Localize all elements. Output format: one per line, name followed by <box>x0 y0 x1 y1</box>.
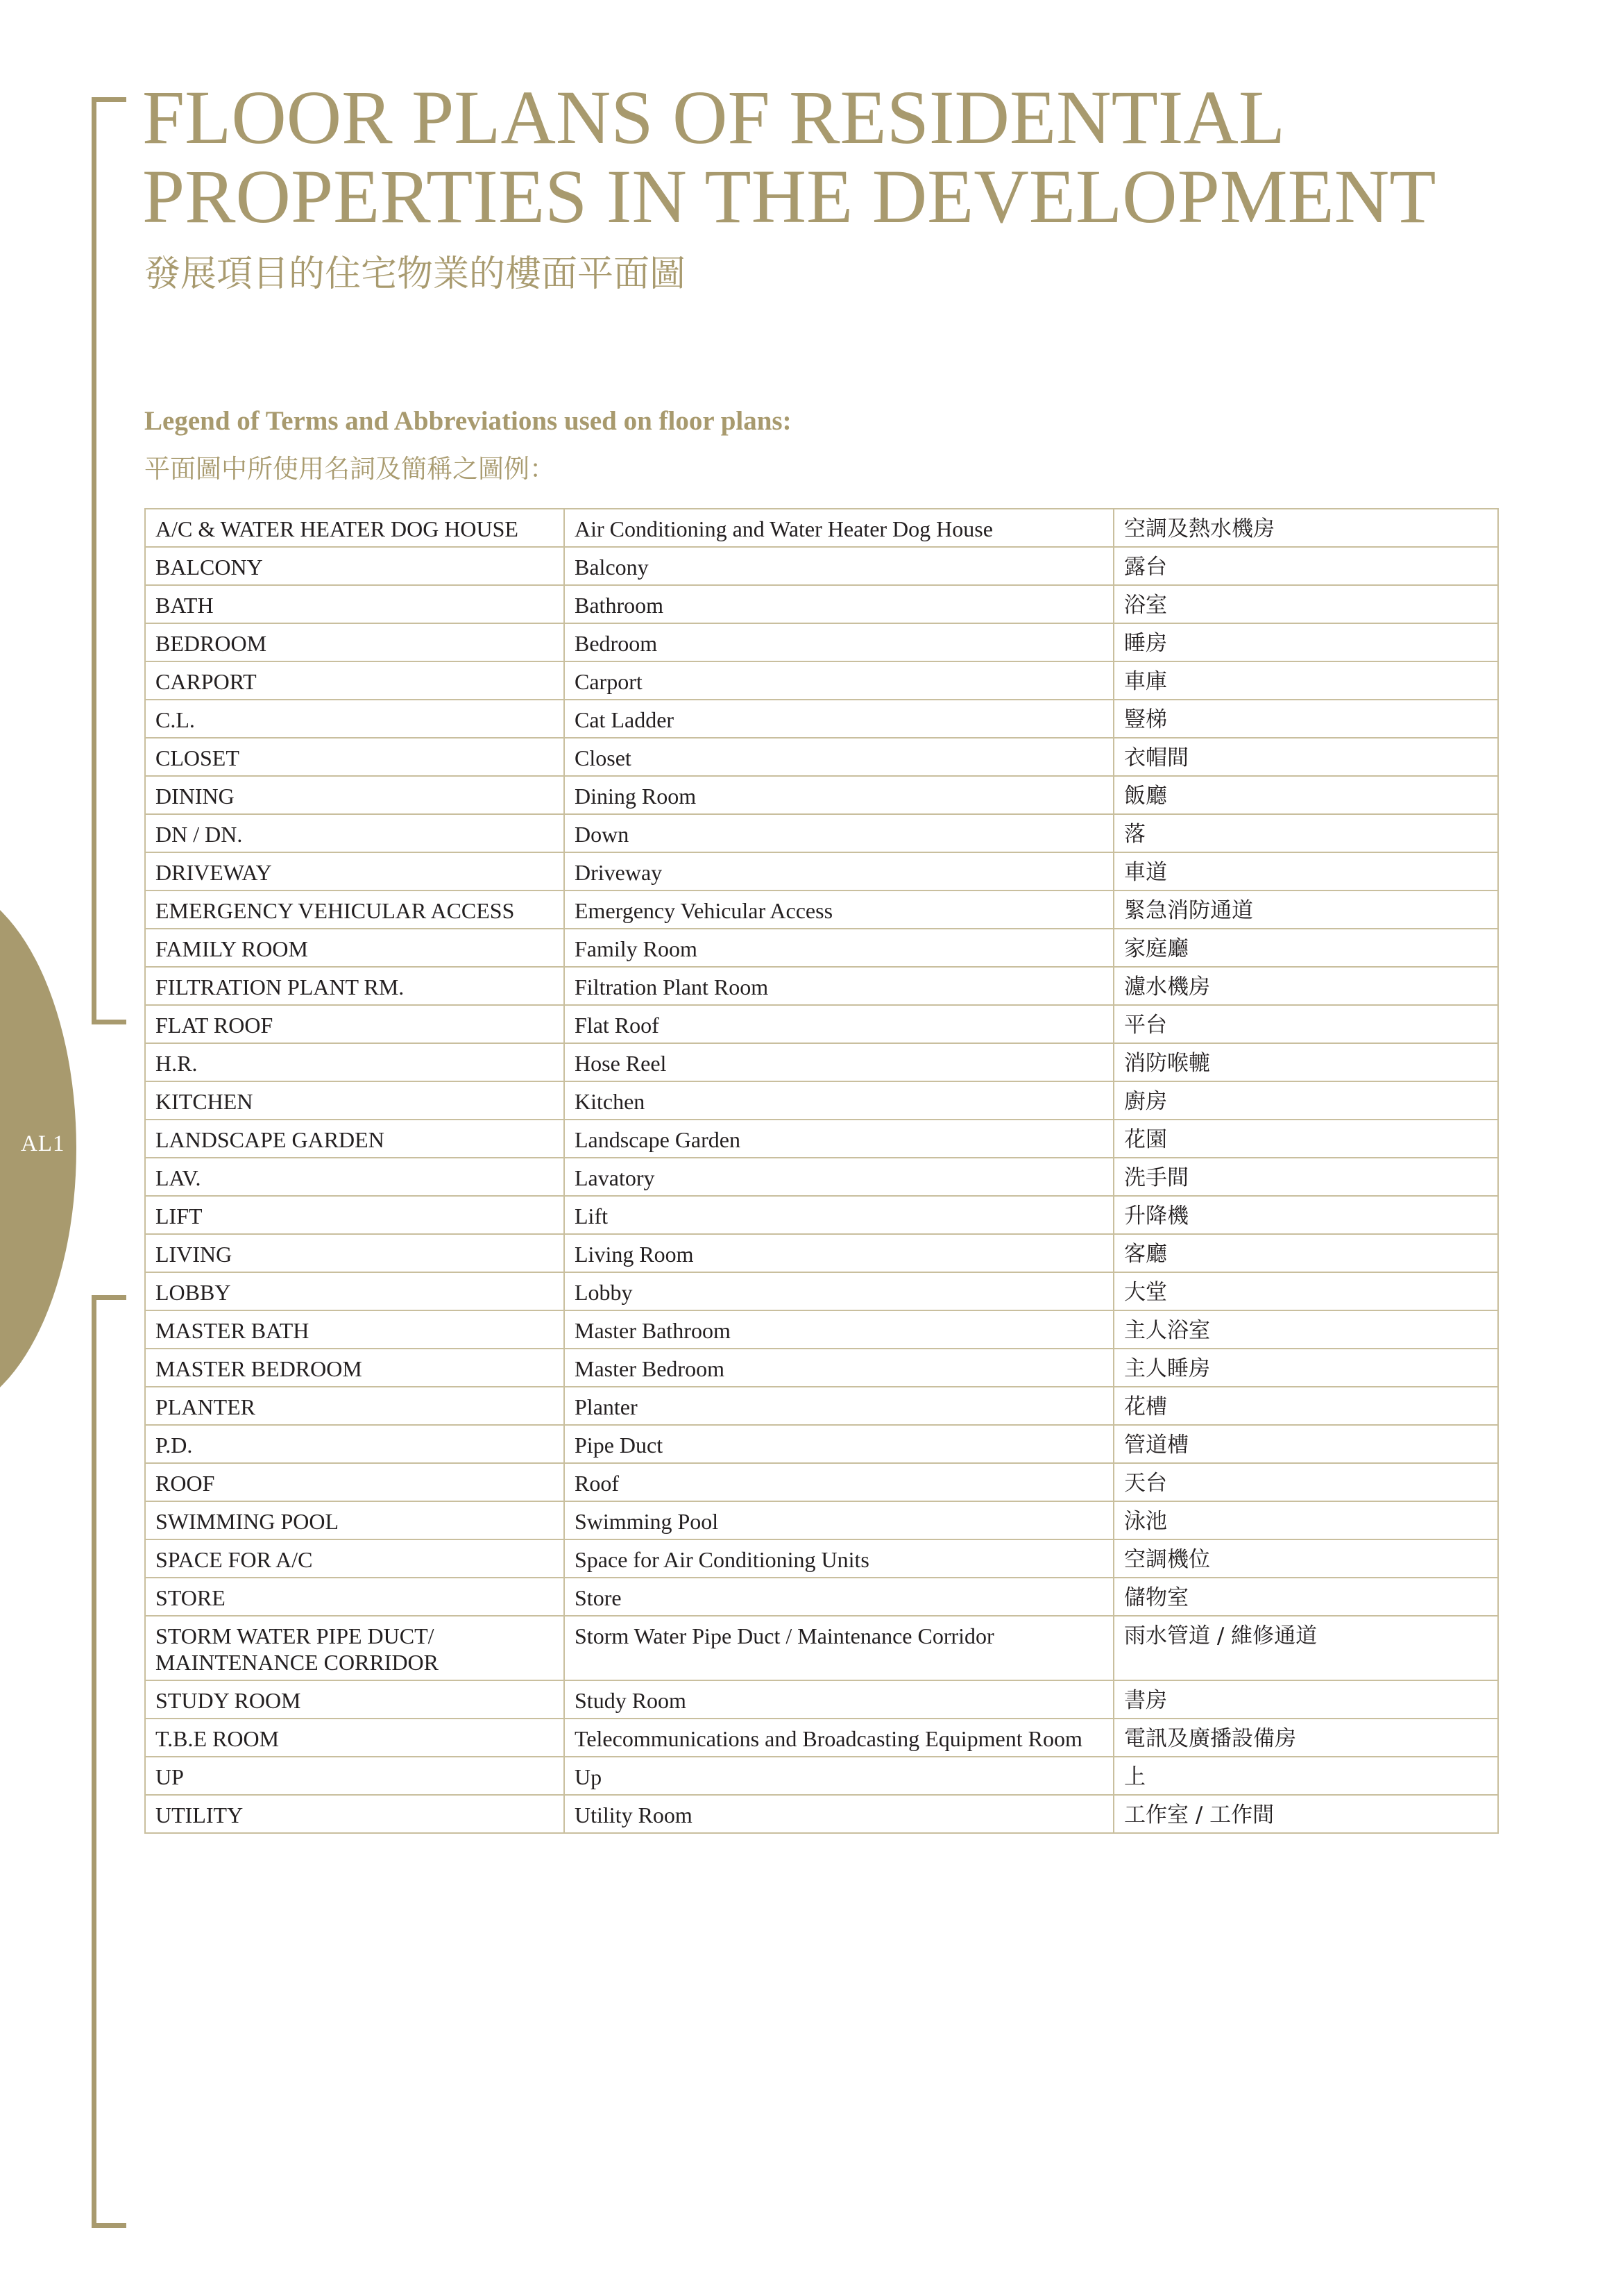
legend-chinese-cell: 天台 <box>1114 1463 1498 1501</box>
legend-meaning-cell: Living Room <box>564 1234 1114 1272</box>
table-row <box>145 1425 1498 1463</box>
legend-heading: Legend of Terms and Abbreviations used on floor plans: <box>144 406 792 436</box>
legend-meaning-cell: Space for Air Conditioning Units <box>564 1539 1114 1578</box>
legend-meaning-cell: Planter <box>564 1387 1114 1425</box>
legend-meaning-cell: Pipe Duct <box>564 1425 1114 1463</box>
table-row <box>145 1387 1498 1425</box>
legend-chinese-cell: 廚房 <box>1114 1081 1498 1120</box>
table-row <box>145 929 1498 967</box>
legend-chinese-cell: 花園 <box>1114 1120 1498 1158</box>
table-row <box>145 1616 1498 1680</box>
legend-heading-zh: 平面圖中所使用名詞及簡稱之圖例： <box>144 454 555 484</box>
legend-term-cell: KITCHEN <box>145 1081 564 1120</box>
table-row <box>145 1349 1498 1387</box>
legend-chinese-cell: 車道 <box>1114 852 1498 890</box>
table-row <box>145 738 1498 776</box>
legend-term-cell: FLAT ROOF <box>145 1005 564 1043</box>
legend-meaning-cell: Flat Roof <box>564 1005 1114 1043</box>
legend-chinese-cell: 花槽 <box>1114 1387 1498 1425</box>
legend-chinese-cell: 緊急消防通道 <box>1114 890 1498 929</box>
table-row <box>145 700 1498 738</box>
legend-term-cell: SPACE FOR A/C <box>145 1539 564 1578</box>
legend-table <box>144 508 1499 1834</box>
legend-meaning-cell: Swimming Pool <box>564 1501 1114 1539</box>
table-row <box>145 814 1498 852</box>
page-title-line1: FLOOR PLANS OF RESIDENTIAL <box>142 75 1286 160</box>
table-row <box>145 585 1498 623</box>
legend-term-cell: BEDROOM <box>145 623 564 661</box>
table-row <box>145 1795 1498 1833</box>
table-row <box>145 1081 1498 1120</box>
legend-term-cell: LIVING <box>145 1234 564 1272</box>
legend-meaning-cell: Driveway <box>564 852 1114 890</box>
legend-term-cell: MASTER BEDROOM <box>145 1349 564 1387</box>
legend-term-cell: LAV. <box>145 1158 564 1196</box>
legend-chinese-cell: 落 <box>1114 814 1498 852</box>
table-row <box>145 967 1498 1005</box>
legend-meaning-cell: Dining Room <box>564 776 1114 814</box>
legend-term-cell: T.B.E ROOM <box>145 1719 564 1757</box>
legend-chinese-cell: 車庫 <box>1114 661 1498 700</box>
legend-meaning-cell: Storm Water Pipe Duct / Maintenance Corridor <box>564 1616 1114 1680</box>
legend-term-cell: BATH <box>145 585 564 623</box>
legend-table-body <box>145 509 1498 1833</box>
legend-meaning-cell: Telecommunications and Broadcasting Equipment Room <box>564 1719 1114 1757</box>
table-row <box>145 1043 1498 1081</box>
legend-chinese-cell: 工作室 / 工作間 <box>1114 1795 1498 1833</box>
legend-term-cell: LIFT <box>145 1196 564 1234</box>
table-row <box>145 1578 1498 1616</box>
table-row <box>145 1196 1498 1234</box>
legend-meaning-cell: Bathroom <box>564 585 1114 623</box>
legend-term-cell: STUDY ROOM <box>145 1680 564 1719</box>
side-tab-label: AL1 <box>21 1131 65 1156</box>
legend-chinese-cell: 露台 <box>1114 547 1498 585</box>
legend-meaning-cell: Family Room <box>564 929 1114 967</box>
table-row <box>145 661 1498 700</box>
legend-meaning-cell: Lobby <box>564 1272 1114 1310</box>
legend-meaning-cell: Lift <box>564 1196 1114 1234</box>
legend-meaning-cell: Cat Ladder <box>564 700 1114 738</box>
legend-meaning-cell: Roof <box>564 1463 1114 1501</box>
legend-meaning-cell: Kitchen <box>564 1081 1114 1120</box>
table-row <box>145 776 1498 814</box>
table-row <box>145 1539 1498 1578</box>
legend-chinese-cell: 升降機 <box>1114 1196 1498 1234</box>
legend-term-cell: CLOSET <box>145 738 564 776</box>
legend-term-cell: LANDSCAPE GARDEN <box>145 1120 564 1158</box>
legend-chinese-cell: 平台 <box>1114 1005 1498 1043</box>
legend-meaning-cell: Up <box>564 1757 1114 1795</box>
legend-meaning-cell: Bedroom <box>564 623 1114 661</box>
table-row <box>145 623 1498 661</box>
table-row <box>145 1120 1498 1158</box>
legend-chinese-cell: 豎梯 <box>1114 700 1498 738</box>
legend-term-cell: SWIMMING POOL <box>145 1501 564 1539</box>
table-row <box>145 1272 1498 1310</box>
table-row <box>145 1757 1498 1795</box>
legend-term-cell: STORE <box>145 1578 564 1616</box>
legend-chinese-cell: 衣帽間 <box>1114 738 1498 776</box>
legend-chinese-cell: 管道槽 <box>1114 1425 1498 1463</box>
legend-chinese-cell: 大堂 <box>1114 1272 1498 1310</box>
legend-term-cell: LOBBY <box>145 1272 564 1310</box>
legend-meaning-cell: Lavatory <box>564 1158 1114 1196</box>
table-row <box>145 1005 1498 1043</box>
legend-term-cell: EMERGENCY VEHICULAR ACCESS <box>145 890 564 929</box>
legend-term-cell: DRIVEWAY <box>145 852 564 890</box>
legend-term-cell: DINING <box>145 776 564 814</box>
legend-meaning-cell: Store <box>564 1578 1114 1616</box>
legend-chinese-cell: 空調機位 <box>1114 1539 1498 1578</box>
legend-chinese-cell: 雨水管道 / 維修通道 <box>1114 1616 1498 1680</box>
legend-meaning-cell: Master Bathroom <box>564 1310 1114 1349</box>
legend-meaning-cell: Down <box>564 814 1114 852</box>
legend-meaning-cell: Closet <box>564 738 1114 776</box>
legend-chinese-cell: 洗手間 <box>1114 1158 1498 1196</box>
legend-chinese-cell: 儲物室 <box>1114 1578 1498 1616</box>
legend-chinese-cell: 電訊及廣播設備房 <box>1114 1719 1498 1757</box>
table-row <box>145 1234 1498 1272</box>
legend-chinese-cell: 上 <box>1114 1757 1498 1795</box>
legend-chinese-cell: 飯廳 <box>1114 776 1498 814</box>
bracket-bottom-decoration <box>92 1295 126 2228</box>
legend-term-cell: UP <box>145 1757 564 1795</box>
bracket-top-decoration <box>92 97 126 1024</box>
legend-term-cell: MASTER BATH <box>145 1310 564 1349</box>
legend-term-cell: STORM WATER PIPE DUCT/ MAINTENANCE CORRIDOR <box>145 1616 564 1680</box>
legend-chinese-cell: 泳池 <box>1114 1501 1498 1539</box>
legend-meaning-cell: Balcony <box>564 547 1114 585</box>
legend-chinese-cell: 主人浴室 <box>1114 1310 1498 1349</box>
legend-chinese-cell: 書房 <box>1114 1680 1498 1719</box>
legend-chinese-cell: 睡房 <box>1114 623 1498 661</box>
legend-term-cell: PLANTER <box>145 1387 564 1425</box>
table-row <box>145 890 1498 929</box>
legend-term-cell: A/C & WATER HEATER DOG HOUSE <box>145 509 564 547</box>
table-row <box>145 509 1498 547</box>
legend-chinese-cell: 空調及熱水機房 <box>1114 509 1498 547</box>
legend-term-cell: BALCONY <box>145 547 564 585</box>
page-title-line2: PROPERTIES IN THE DEVELOPMENT <box>142 154 1436 239</box>
table-row <box>145 1310 1498 1349</box>
legend-term-cell: FILTRATION PLANT RM. <box>145 967 564 1005</box>
legend-chinese-cell: 消防喉轆 <box>1114 1043 1498 1081</box>
table-row <box>145 852 1498 890</box>
legend-term-cell: CARPORT <box>145 661 564 700</box>
page-title <box>142 75 1436 239</box>
legend-chinese-cell: 濾水機房 <box>1114 967 1498 1005</box>
legend-meaning-cell: Emergency Vehicular Access <box>564 890 1114 929</box>
legend-chinese-cell: 主人睡房 <box>1114 1349 1498 1387</box>
legend-chinese-cell: 家庭廳 <box>1114 929 1498 967</box>
legend-meaning-cell: Master Bedroom <box>564 1349 1114 1387</box>
legend-term-cell: ROOF <box>145 1463 564 1501</box>
page-title-zh: 發展項目的住宅物業的樓面平面圖 <box>144 253 686 295</box>
legend-meaning-cell: Filtration Plant Room <box>564 967 1114 1005</box>
legend-term-cell: H.R. <box>145 1043 564 1081</box>
table-row <box>145 1719 1498 1757</box>
legend-chinese-cell: 浴室 <box>1114 585 1498 623</box>
legend-meaning-cell: Hose Reel <box>564 1043 1114 1081</box>
legend-meaning-cell: Air Conditioning and Water Heater Dog House <box>564 509 1114 547</box>
table-row <box>145 1158 1498 1196</box>
legend-meaning-cell: Study Room <box>564 1680 1114 1719</box>
table-row <box>145 1501 1498 1539</box>
legend-chinese-cell: 客廳 <box>1114 1234 1498 1272</box>
table-row <box>145 1463 1498 1501</box>
legend-term-cell: C.L. <box>145 700 564 738</box>
table-row <box>145 547 1498 585</box>
legend-term-cell: UTILITY <box>145 1795 564 1833</box>
legend-term-cell: FAMILY ROOM <box>145 929 564 967</box>
legend-term-cell: DN / DN. <box>145 814 564 852</box>
legend-term-cell: P.D. <box>145 1425 564 1463</box>
legend-meaning-cell: Carport <box>564 661 1114 700</box>
table-row <box>145 1680 1498 1719</box>
legend-meaning-cell: Landscape Garden <box>564 1120 1114 1158</box>
legend-meaning-cell: Utility Room <box>564 1795 1114 1833</box>
